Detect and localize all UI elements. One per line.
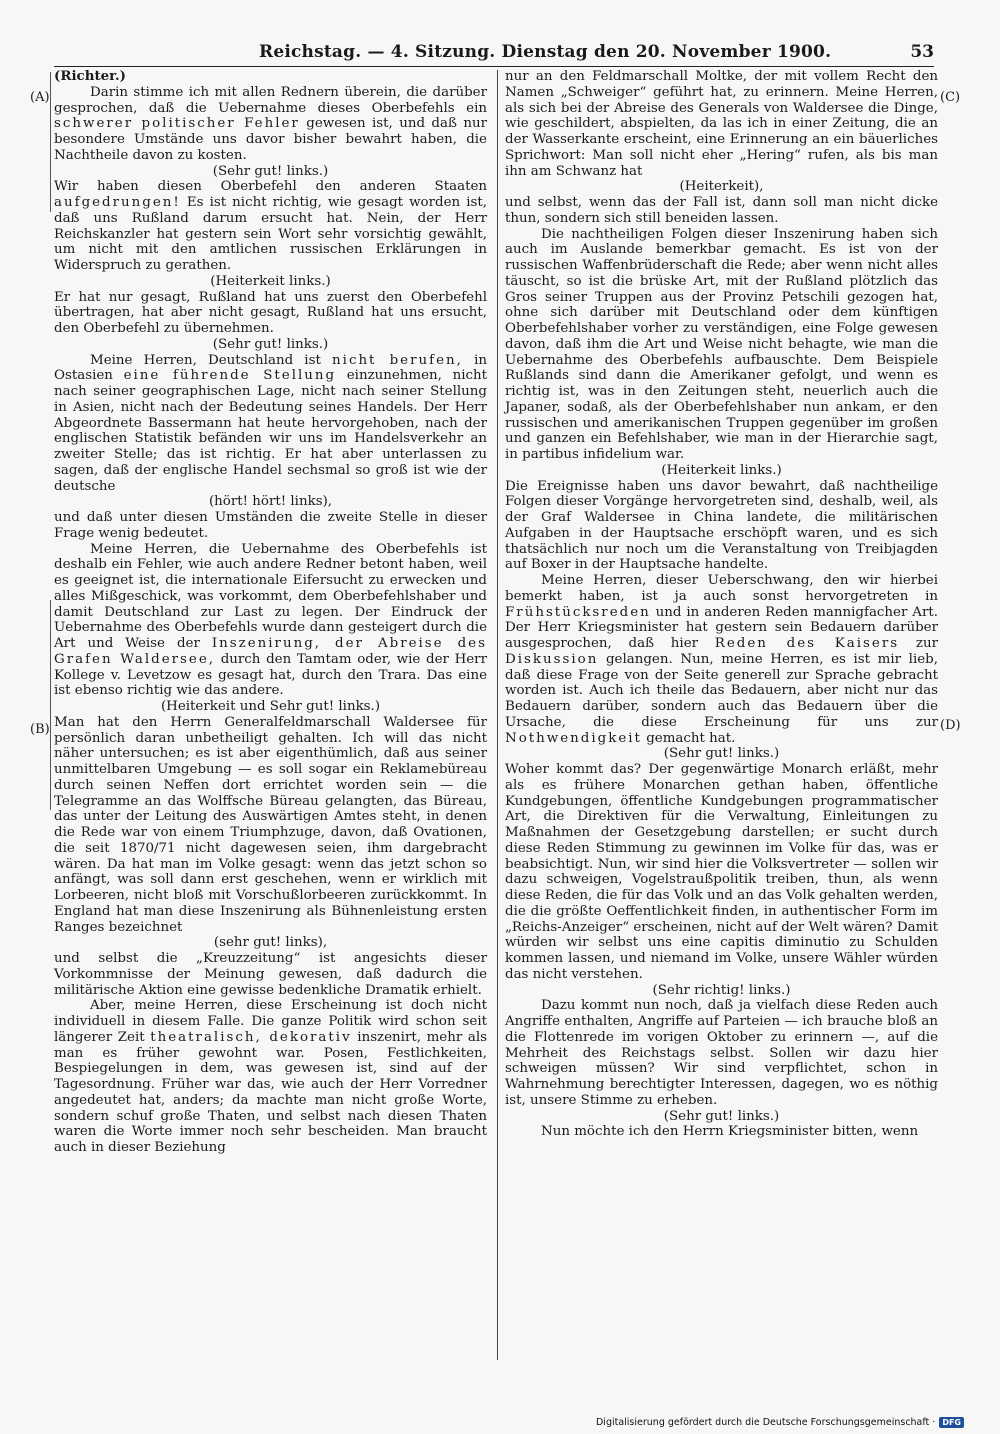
page-header <box>54 40 934 66</box>
margin-marker-d: (D) <box>940 718 961 733</box>
paragraph: Aber, meine Herren, diese Erscheinung ist doch nicht individuell in diesem Falle. Die ganze Politik wird schon seit längerer Zeit theatralisch, dekorativ inszenirt, mehr als man es früher gewohnt war. Posen, Festlichkeiten, Bespiegelungen in dem, was gewesen ist, sind auf der Tagesordnung. Früher war das, wie auch der Herr Vorredner angedeutet hat, anders; da machte man nicht große Worte, sondern schuf große Thaten, und selbst nach diesen Thaten waren die Worte immer noch sehr bescheiden. Man braucht auch in dieser Beziehung <box>54 998 487 1155</box>
interjection: (hört! hört! links), <box>208 494 333 510</box>
spaced-emphasis: Diskussion <box>505 651 599 667</box>
spaced-emphasis: Reden des Kaisers <box>714 636 900 651</box>
spaced-emphasis: Frühstücksreden <box>505 604 651 620</box>
paragraph: Meine Herren, die Uebernahme des Oberbefehls ist deshalb ein Fehler, wie auch andere Redner betont haben, weil es geeignet ist, die internationale Eifersucht zu erwecken und alles Mißgeschick, was vorkommt, dem Oberbefehlshaber und damit Deutschland zur Last zu legen. Der Eindruck der Uebernahme des Oberbefehls wurde dann gesteigert durch die Art und Weise der Inszenirung, der Abreise des Grafen Waldersee, durch den Tamtam oder, wie der Herr Kollege v. Levetzow es gesagt hat, durch den Trara. Das eine ist ebenso richtig wie das andere. <box>54 541 487 699</box>
interjection: (Heiterkeit links.) <box>210 273 331 289</box>
credit-text: Digitalisierung gefördert durch die Deutsche Forschungsgemeinschaft · <box>595 1417 936 1428</box>
paragraph: und selbst, wenn das der Fall ist, dann soll man nicht dicke thun, sondern sich still beneiden lassen. <box>505 195 938 226</box>
margin-marker-a: (A) <box>30 90 50 105</box>
spaced-emphasis: Nothwendigkeit <box>505 730 642 746</box>
spaced-emphasis: schwerer politischer Fehler <box>54 116 300 132</box>
interjection: (Heiterkeit links.) <box>661 462 782 478</box>
column-divider <box>497 70 498 1360</box>
header-rule <box>54 66 934 67</box>
margin-marker-c: (C) <box>940 90 961 105</box>
paragraph: Die nachtheiligen Folgen dieser Inszenirung haben sich auch im Auslande bemerkbar gemacht. Es ist von der russischen Waffenbrüderschaft die Rede; aber wenn nicht alles täuscht, so ist die brüske Art, mit der Rußland plötzlich das Gros seiner Truppen aus der Provinz Petschili gezogen hat, ohne sich darüber mit Deutschland oder dem künftigen Oberbefehlshaber vorher zu verständigen, eine Folge gewesen davon, daß ihm die Art und Weise nicht behagte, wie man die Uebernahme des Oberbefehls aufbauschte. Dem Beispiele Rußlands sind dann die Amerikaner gefolgt, und wenn es richtig ist, was in den Zeitungen steht, neuerlich auch die Japaner, sodaß, als der Oberbefehlshaber nun ankam, er den russischen und amerikanischen Truppen gegenüber im großen und ganzen ein Befehlshaber, wie man in der Hierarchie sagt, in partibus infidelium war. <box>505 226 938 462</box>
paragraph: Die Ereignisse haben uns davor bewahrt, daß nachtheilige Folgen dieser Vorgänge hervorgetreten sind, deshalb, weil, als der Graf Waldersee in China landete, die militärischen Aufgaben in der Hauptsache erschöpft waren, und es sich thatsächlich nur noch um die Veranstaltung von Treibjagden auf Boxer in der Hauptsache handelte. <box>505 478 938 573</box>
paragraph: Nun möchte ich den Herrn Kriegsminister bitten, wenn <box>541 1124 919 1140</box>
spaced-emphasis: Inszenirung, der Abreise des Grafen Waldersee, <box>54 636 487 667</box>
paragraph: und selbst die „Kreuzzeitung“ ist angesichts dieser Vorkommnisse der Meinung gewesen, daß dadurch die militärische Aktion eine gewisse bedenkliche Dramatik erhielt. <box>54 951 487 998</box>
margin-rule <box>50 72 51 212</box>
interjection: (sehr gut! links), <box>213 935 328 951</box>
paragraph: und daß unter diesen Umständen die zweite Stelle in dieser Frage wenig bedeutet. <box>54 510 487 541</box>
paragraph: Woher kommt das? Der gegenwärtige Monarch erläßt, mehr als es frühere Monarchen gethan haben, öffentliche Kundgebungen, öffentliche Kundgebungen programmatischer Art, die Direktiven für die Verwaltung, Einleitungen zu Maßnahmen der Gesetzgebung darstellen; er sucht durch diese Reden Stimmung zu gewinnen im Volke für das, was er beabsichtigt. Nun, wir sind hier die Volksvertreter — sollen wir dazu schweigen, Vogelstraußpolitik treiben, thun, als wenn diese Reden, die für das Volk und an das Volk gehalten werden, die die größte Oeffentlichkeit finden, in authentischer Form im „Reichs-Anzeiger“ erscheinen, nicht auf der Welt wären? Damit würden wir selbst uns eine capitis diminutio zu Schulden kommen lassen, und niemand im Volke, unsere Wähler würden das nicht verstehen. <box>505 762 938 982</box>
left-column <box>54 69 487 1156</box>
margin-rule <box>50 600 51 810</box>
spaced-emphasis: theatralisch, dekorativ <box>150 1029 352 1045</box>
right-column <box>505 69 938 1140</box>
paragraph: Er hat nur gesagt, Rußland hat uns zuerst den Oberbefehl übertragen, hat aber nicht gesagt, Rußland hat uns ersucht, den Oberbefehl zu übernehmen. <box>54 289 487 336</box>
interjection: (Sehr gut! links.) <box>212 336 329 352</box>
interjection: (Heiterkeit und Sehr gut! links.) <box>160 699 381 714</box>
page-number: 53 <box>910 42 934 62</box>
dfg-logo-icon: DFG <box>939 1417 964 1428</box>
paragraph: Meine Herren, Deutschland ist nicht berufen, in Ostasien eine führende Stellung einzunehmen, nicht nach seiner geographischen Lage, nicht nach seiner Stellung in Asien, nicht nach der Bedeutung seines Handels. Der Herr Abgeordnete Bassermann hat heute hervorgehoben, nach der englischen Statistik befänden wir uns im Handelsverkehr an zweiter Stelle; das ist richtig. Er hat aber unterlassen zu sagen, daß der englische Handel sechsmal so groß ist wie der deutsche <box>54 352 487 494</box>
interjection: (Sehr gut! links.) <box>212 163 329 179</box>
spaced-emphasis: eine führende Stellung <box>123 368 337 384</box>
paragraph: nur an den Feldmarschall Moltke, der mit vollem Recht den Namen „Schweiger“ geführt hat, zu erinnern. Meine Herren, als sich bei der Abreise des Generals von Waldersee die Dinge, wie geschildert, abspielten, da las ich in einer Zeitung, die an der Wasserkante erscheint, eine Erinnerung an ein bäuerliches Sprichwort: Man soll nicht eher „Hering“ rufen, als bis man ihn am Schwanz hat <box>505 69 938 179</box>
margin-marker-b: (B) <box>30 722 50 737</box>
interjection: (Sehr richtig! links.) <box>652 982 791 998</box>
paragraph: Man hat den Herrn Generalfeldmarschall Waldersee für persönlich daran unbetheiligt gehalten. Ich will das nicht näher untersuchen; es ist aber eigenthümlich, daß aus seiner unmittelbaren Umgebung — es soll sogar ein Reklamebüreau durch seinen Neffen dort errichtet worden sein — die Telegramme an das Wolffsche Büreau gelangten, das Büreau, das unter der Leitung des Auswärtigen Amtes steht, in denen die Rede war von einem Triumphzuge, davon, daß Ovationen, die seit 1870/71 nicht dagewesen seien, ihm dargebracht wären. Da hat man im Volke gesagt: wenn das jetzt schon so anfängt, was soll dann erst geschehen, wenn er wirklich mit Lorbeeren, nicht bloß mit Vorschußlorbeeren zurückkommt. In England hat man diese Inszenirung als Bühnenleistung ersten Ranges bezeichnet <box>54 714 487 935</box>
paragraph: Darin stimme ich mit allen Rednern überein, die darüber gesprochen, daß die Uebernahme dieses Oberbefehls ein schwerer politischer Fehler gewesen ist, und daß nur besondere Umstände uns davor bisher bewahrt haben, die Nachtheile davon zu kosten. <box>54 84 487 163</box>
paragraph: Wir haben diesen Oberbefehl den anderen Staaten aufgedrungen! Es ist nicht richtig, wie gesagt worden ist, daß uns Rußland darum ersucht hat. Nein, der Herr Reichskanzler hat gestern sein Wort sehr vorsichtig gewählt, um nicht mit den amtlichen russischen Erklärungen in Widerspruch zu gerathen. <box>54 179 487 273</box>
paragraph: Meine Herren, dieser Ueberschwang, den wir hierbei bemerkt haben, ist ja auch sonst hervorgetreten in Frühstücksreden und in anderen Reden mannigfacher Art. Der Herr Kriegsminister hat gestern sein Bedauern darüber ausgesprochen, daß hier Reden des Kaisers zur Diskussion gelangen. Nun, meine Herren, es ist mir lieb, daß diese Frage von der Seite generell zur Sprache gebracht worden ist. Auch ich theile das Bedauern, aber nicht nur das Bedauern darüber, sondern auch das Bedauern über die Ursache, die diese Erscheinung für uns zur Nothwendigkeit gemacht hat. <box>505 573 938 746</box>
interjection: (Sehr gut! links.) <box>663 1108 780 1124</box>
paragraph: Dazu kommt nun noch, daß ja vielfach diese Reden auch Angriffe enthalten, Angriffe auf Parteien — ich brauche bloß an die Flottenrede im vorigen Oktober zu erinnern —, auf die Mehrheit des Reichstags selbst. Sollen wir dazu hier schweigen müssen? Wir sind verpflichtet, schon in Wahrnehmung berechtigter Interessen, dagegen, wo es nöthig ist, unsere Stimme zu erheben. <box>505 998 938 1108</box>
spaced-emphasis: aufgedrungen! <box>54 195 181 210</box>
interjection: (Heiterkeit), <box>679 179 764 195</box>
interjection: (Sehr gut! links.) <box>663 746 780 762</box>
spaced-emphasis: nicht berufen, <box>332 352 463 368</box>
digitization-credit <box>596 1417 964 1428</box>
speaker-name: (Richter.) <box>54 68 126 84</box>
running-title: Reichstag. — 4. Sitzung. Dienstag den 20. November 1900. <box>259 42 832 62</box>
